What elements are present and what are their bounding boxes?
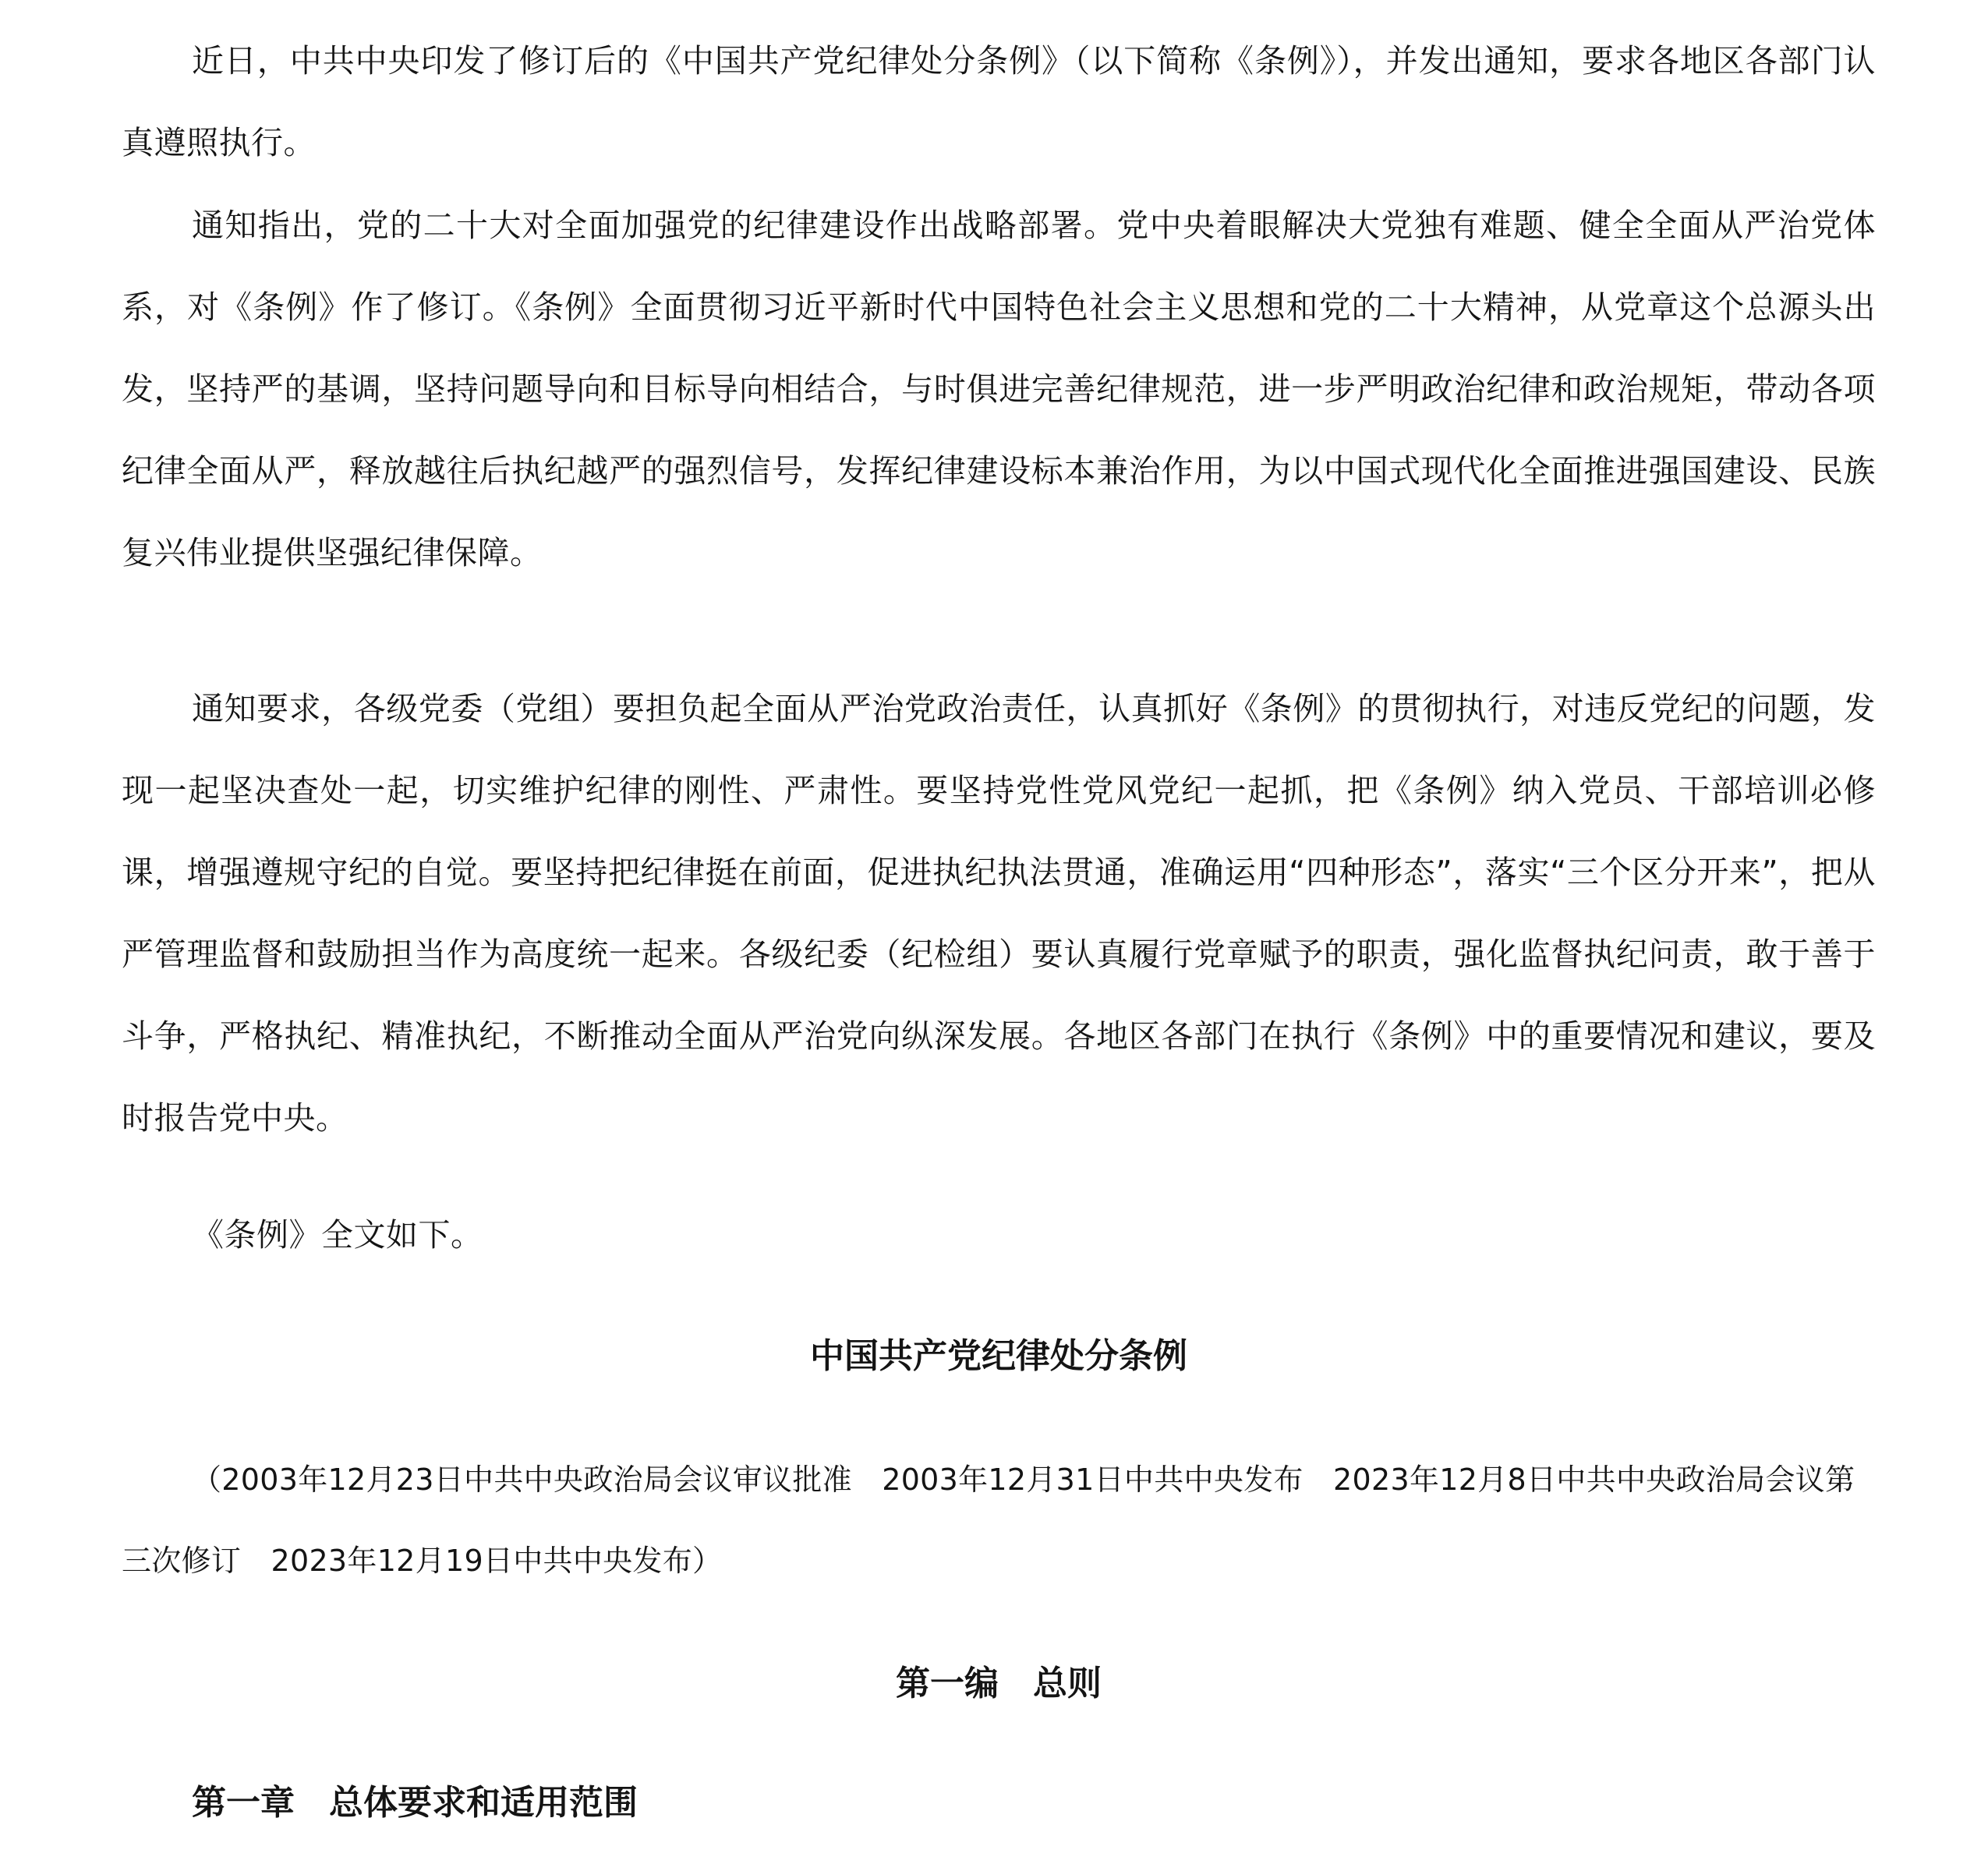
chapter-heading: 第一章 总体要求和适用范围: [192, 1783, 638, 1823]
document-title: 中国共产党纪律处分条例: [810, 1336, 1187, 1376]
part-heading: 第一编 总则: [896, 1664, 1102, 1703]
notice-paragraph: 通知指出，党的二十大对全面加强党的纪律建设作出战略部署。党中央着眼解决大党独有难题、健全全面从严治党体系，对《条例》作了修订。《条例》全面贯彻习近平新时代中国特色社会主义思想和党的二十大精神，从党章这个总源头出发，坚持严的基调，坚持问题导向和目标导向相结合，与时俱进完善纪律规范，进一步严明政治纪律和政治规矩，带动各项纪律全面从严，释放越往后执纪越严的强烈信号，发挥纪律建设标本兼治作用，为以中国式现代化全面推进强国建设、民族复兴伟业提供坚强纪律保障。: [122, 207, 1876, 571]
full-text-intro: 《条例》全文如下。: [192, 1216, 483, 1254]
intro-paragraph: 近日，中共中央印发了修订后的《中国共产党纪律处分条例》（以下简称《条例》），并发出通知，要求各地区各部门认真遵照执行。: [122, 42, 1876, 161]
revision-note: （2003年12月23日中共中央政治局会议审议批准 2003年12月31日中共中央发布 2023年12月8日中共中央政治局会议第三次修订 2023年12月19日中共中央发布）: [122, 1463, 1855, 1578]
requirements-paragraph: 通知要求，各级党委（党组）要担负起全面从严治党政治责任，认真抓好《条例》的贯彻执行，对违反党纪的问题，发现一起坚决查处一起，切实维护纪律的刚性、严肃性。要坚持党性党风党纪一起抓，把《条例》纳入党员、干部培训必修课，增强遵规守纪的自觉。要坚持把纪律挺在前面，促进执纪执法贯通，准确运用“四种形态”，落实“三个区分开来”，把从严管理监督和鼓励担当作为高度统一起来。各级纪委（纪检组）要认真履行党章赋予的职责，强化监督执纪问责，敢于善于斗争，严格执纪、精准执纪，不断推动全面从严治党向纵深发展。各地区各部门在执行《条例》中的重要情况和建议，要及时报告党中央。: [122, 690, 1876, 1137]
